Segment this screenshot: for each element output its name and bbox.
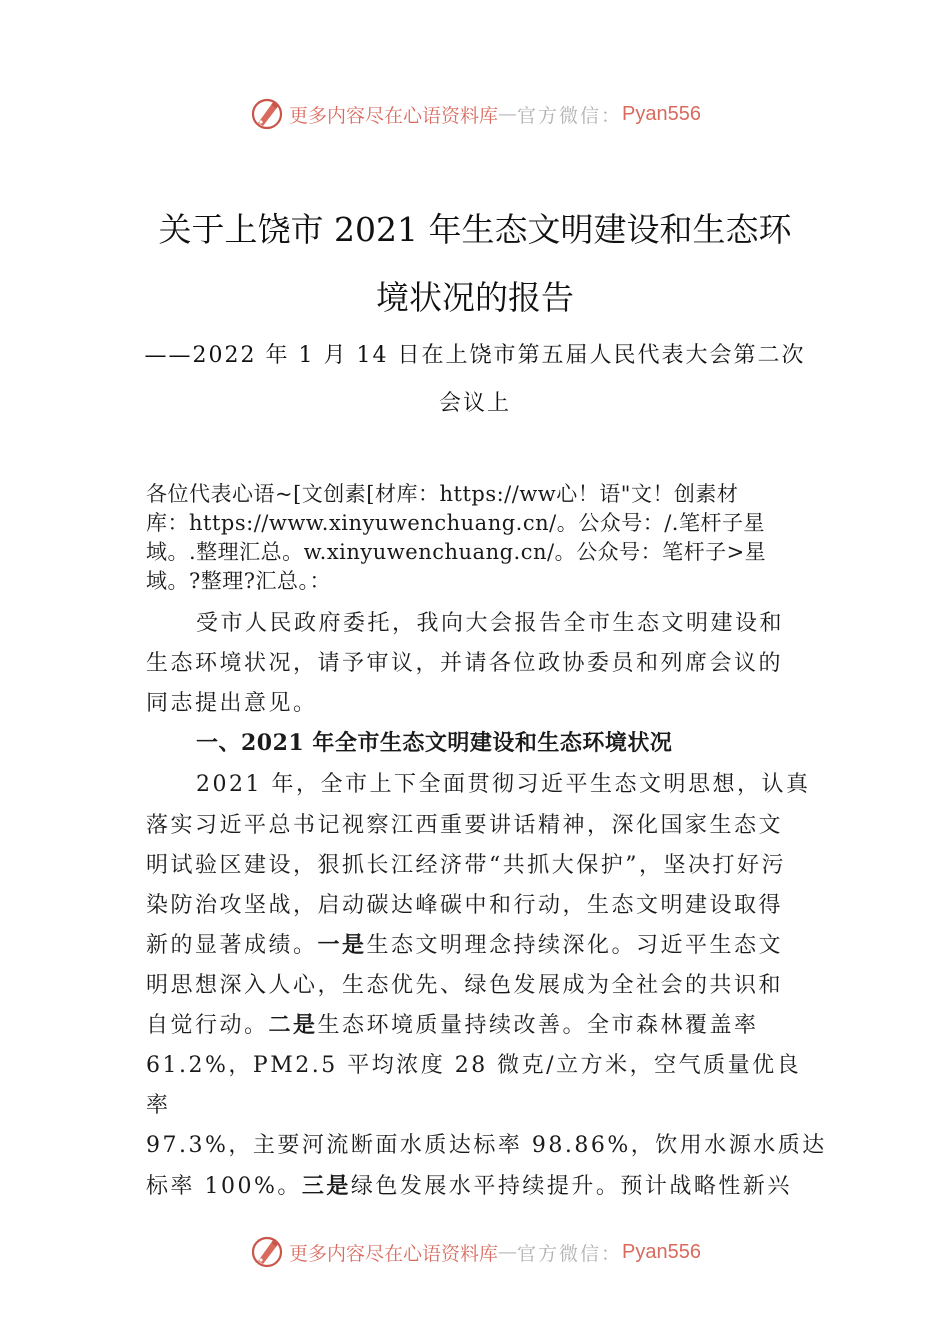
watermark-banner-top	[0, 94, 950, 134]
document-subtitle-line-2: 会议上	[438, 391, 511, 416]
section-1-line-7-text-b: 生态环境质量持续改善。全市森林覆盖率	[317, 1013, 759, 1038]
point-three-marker: 三是	[301, 1173, 351, 1199]
section-heading-1: 一、2021 年全市生态文明建设和生态环境状况	[196, 730, 673, 756]
section-1-line-5-text-a: 新的显著成绩。	[146, 933, 318, 958]
watermark-separator: —	[498, 1241, 518, 1263]
section-1-line-6: 明思想深入人心，生态优先、绿色发展成为全社会的共识和	[146, 973, 784, 998]
watermark-banner-bottom	[0, 1232, 950, 1272]
intro-paragraph-line-3: 同志提出意见。	[146, 691, 318, 716]
section-1-line-11	[146, 1169, 792, 1200]
salutation-line-1: 各位代表心语~[文创素[材库：https://ww心！语"文！创素材	[146, 482, 739, 506]
watermark-separator: —	[498, 103, 518, 125]
section-1-line-9: 率	[146, 1093, 171, 1118]
section-1-line-7-text-a: 自觉行动。	[146, 1013, 269, 1038]
pen-nib-logo-icon	[249, 1234, 285, 1270]
section-1-line-11-text-b: 绿色发展水平持续提升。预计战略性新兴	[350, 1174, 792, 1199]
watermark-wechat-id: Pyan556	[622, 1240, 701, 1263]
point-one-marker: 一是	[317, 932, 367, 958]
section-1-line-5-text-b: 生态文明理念持续深化。习近平生态文	[366, 933, 784, 958]
pen-nib-logo-icon	[249, 96, 285, 132]
section-1-line-5	[146, 928, 783, 959]
salutation-line-2: 库：https://www.xinyuwenchuang.cn/。公众号：/.笔杆子星	[146, 511, 765, 535]
document-subtitle-line-1: ——2022 年 1 月 14 日在上饶市第五届人民代表大会第二次	[144, 343, 806, 368]
document-title-line-2: 境状况的报告	[376, 278, 574, 317]
section-1-line-1: 2021 年，全市上下全面贯彻习近平生态文明思想，认真	[196, 772, 811, 797]
watermark-wechat-id: Pyan556	[622, 102, 701, 125]
document-title-line-1: 关于上饶市 2021 年生态文明建设和生态环	[158, 210, 792, 249]
salutation-line-3: 域。.整理汇总。w.xinyuwenchuang.cn/。公众号：笔杆子>星	[146, 540, 767, 564]
watermark-wechat-label: 官方微信：	[517, 1242, 623, 1265]
section-1-line-7	[146, 1008, 759, 1039]
watermark-brand-text: 更多内容尽在心语资料库	[289, 1242, 499, 1265]
intro-paragraph-line-2: 生态环境状况，请予审议，并请各位政协委员和列席会议的	[146, 651, 784, 676]
section-1-line-10: 97.3%，主要河流断面水质达标率 98.86%，饮用水源水质达	[146, 1133, 827, 1158]
point-two-marker: 二是	[268, 1012, 318, 1038]
section-1-line-11-text-a: 标率 100%。	[146, 1174, 302, 1199]
watermark-wechat-label: 官方微信：	[517, 104, 623, 127]
salutation-line-4: 域。?整理?汇总。：	[146, 569, 332, 593]
section-1-line-8: 61.2%，PM2.5 平均浓度 28 微克/立方米，空气质量优良	[146, 1053, 802, 1078]
section-1-line-2: 落实习近平总书记视察江西重要讲话精神，深化国家生态文	[146, 813, 784, 838]
intro-paragraph-line-1: 受市人民政府委托，我向大会报告全市生态文明建设和	[196, 611, 785, 636]
section-1-line-3: 明试验区建设，狠抓长江经济带“共抓大保护”，坚决打好污	[146, 853, 786, 878]
watermark-brand-text: 更多内容尽在心语资料库	[289, 104, 499, 127]
section-1-line-4: 染防治攻坚战，启动碳达峰碳中和行动，生态文明建设取得	[146, 893, 784, 918]
